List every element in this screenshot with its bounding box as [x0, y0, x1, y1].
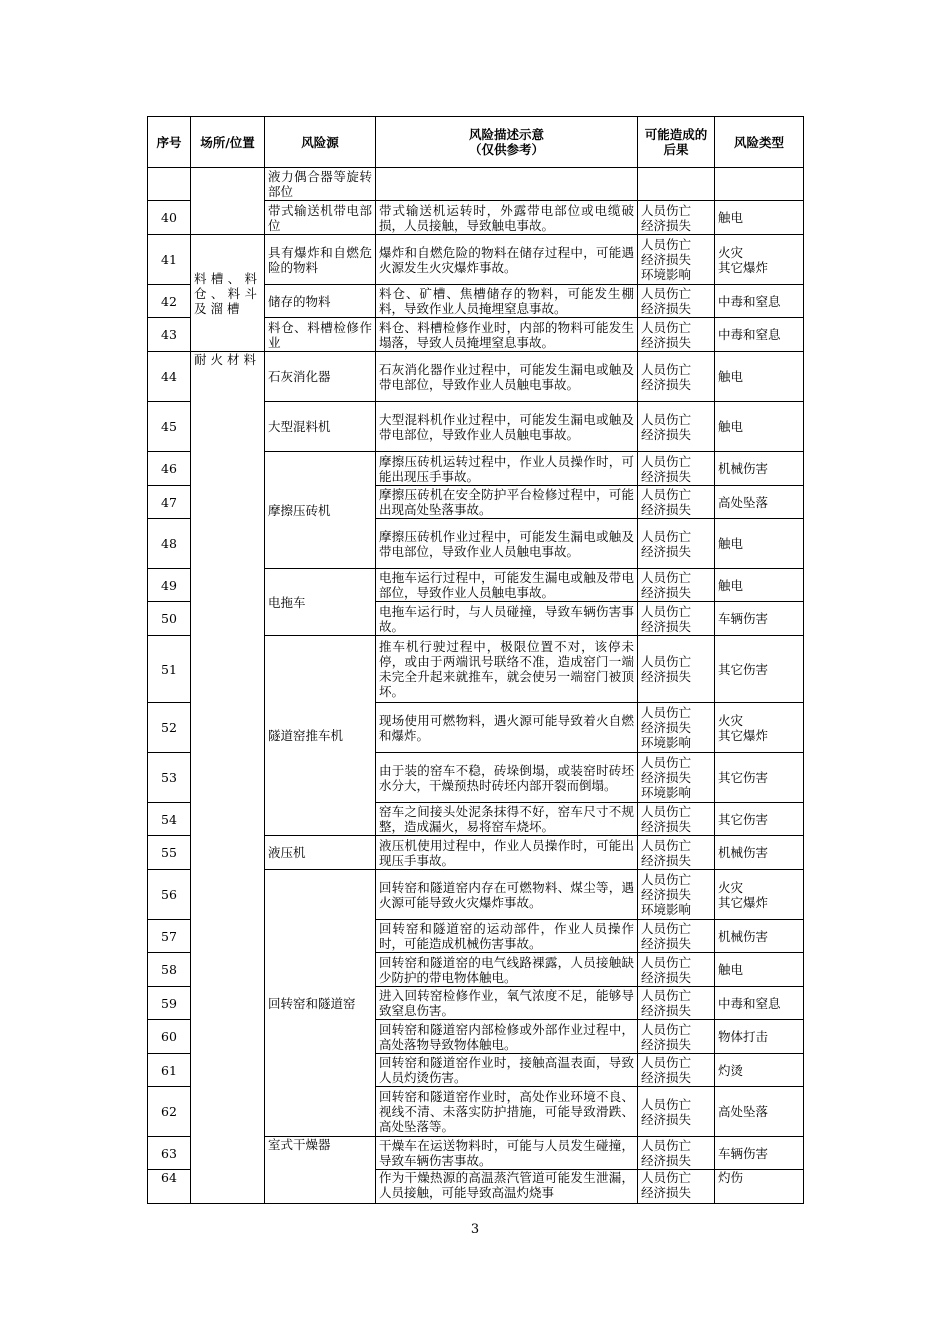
- type-cell: 火灾 其它爆炸: [715, 703, 804, 753]
- desc-cell: 回转窑和隧道窑作业时，接触高温表面，导致人员灼烫伤害。: [376, 1054, 638, 1087]
- row-no: 61: [148, 1054, 191, 1087]
- type-cell: 机械伤害: [715, 920, 804, 953]
- consequence-cell: 人员伤亡 经济损失 环境影响: [638, 235, 715, 285]
- type-cell: 其它伤害: [715, 636, 804, 703]
- row-no: 63: [148, 1137, 191, 1170]
- consequence-cell: 人员伤亡 经济损失: [638, 519, 715, 569]
- row-no: 49: [148, 569, 191, 602]
- row-no: 55: [148, 836, 191, 870]
- consequence-cell: 人员伤亡 经济损失: [638, 318, 715, 352]
- row-no: 64: [148, 1170, 191, 1204]
- row-no: 53: [148, 753, 191, 803]
- desc-cell: 回转窑和隧道窑作业时，高处作业环境不良、视线不清、未落实防护措施，可能导致滑跌、高处坠落等。: [376, 1087, 638, 1137]
- type-cell: 触电: [715, 519, 804, 569]
- consequence-cell: 人员伤亡 经济损失: [638, 1020, 715, 1054]
- source-cell: 带式输送机带电部位: [265, 201, 376, 235]
- consequence-cell: 人员伤亡 经济损失 环境影响: [638, 870, 715, 920]
- source-cell: 隧道窑推车机: [265, 636, 376, 836]
- type-cell: 中毒和窒息: [715, 318, 804, 352]
- row-no: 51: [148, 636, 191, 703]
- type-cell: 机械伤害: [715, 836, 804, 870]
- desc-cell: 电拖车运行时，与人员碰撞，导致车辆伤害事故。: [376, 602, 638, 636]
- desc-cell: 进入回转窑检修作业，氧气浓度不足，能够导致窒息伤害。: [376, 987, 638, 1020]
- desc-cell: 摩擦压砖机作业过程中，可能发生漏电或触及带电部位，导致作业人员触电事故。: [376, 519, 638, 569]
- consequence-cell: 人员伤亡 经济损失: [638, 352, 715, 402]
- source-cell: 室式干燥器: [265, 1137, 376, 1204]
- row-no: 54: [148, 803, 191, 836]
- row-no: 57: [148, 920, 191, 953]
- consequence-cell: 人员伤亡 经济损失: [638, 1170, 715, 1204]
- type-cell: 其它伤害: [715, 753, 804, 803]
- source-cell: 电拖车: [265, 569, 376, 636]
- row-no: 47: [148, 486, 191, 519]
- desc-cell: 回转窑和隧道窑内存在可燃物料、煤尘等，遇火源可能导致火灾爆炸事故。: [376, 870, 638, 920]
- table-row: [148, 352, 804, 402]
- source-cell: 料仓、料槽检修作业: [265, 318, 376, 352]
- row-no: 56: [148, 870, 191, 920]
- consequence-cell: 人员伤亡 经济损失: [638, 1087, 715, 1137]
- desc-cell: [376, 168, 638, 201]
- row-no: 59: [148, 987, 191, 1020]
- desc-cell: 液压机使用过程中，作业人员操作时，可能出现压手事故。: [376, 836, 638, 870]
- place-cell-empty: [191, 168, 265, 235]
- source-cell: 具有爆炸和自燃危险的物料: [265, 235, 376, 285]
- row-no: 52: [148, 703, 191, 753]
- desc-cell: 爆炸和自燃危险的物料在储存过程中，可能遇火源发生火灾爆炸事故。: [376, 235, 638, 285]
- row-no: 60: [148, 1020, 191, 1054]
- type-cell: [715, 168, 804, 201]
- consequence-cell: 人员伤亡 经济损失: [638, 201, 715, 235]
- type-cell: 机械伤害: [715, 452, 804, 486]
- row-no: 41: [148, 235, 191, 285]
- row-no: 43: [148, 318, 191, 352]
- consequence-cell: 人员伤亡 经济损失: [638, 836, 715, 870]
- consequence-cell: 人员伤亡 经济损失: [638, 987, 715, 1020]
- desc-cell: 回转窑和隧道窑的运动部件，作业人员操作时，可能造成机械伤害事故。: [376, 920, 638, 953]
- consequence-cell: 人员伤亡 经济损失: [638, 920, 715, 953]
- desc-cell: 带式输送机运转时，外露带电部位或电缆破损，人员接触，导致触电事故。: [376, 201, 638, 235]
- consequence-cell: 人员伤亡 经济损失: [638, 1054, 715, 1087]
- source-cell: 回转窑和隧道窑: [265, 870, 376, 1137]
- header-desc-note: （仅供参考）: [468, 142, 544, 157]
- type-cell: 触电: [715, 953, 804, 987]
- header-no: 序号: [148, 117, 191, 168]
- source-cell: 摩擦压砖机: [265, 452, 376, 569]
- table-header-row: [148, 117, 804, 168]
- header-place: 场所/位置: [191, 117, 265, 168]
- type-cell: 灼伤: [715, 1170, 804, 1204]
- consequence-cell: [638, 168, 715, 201]
- row-no: 62: [148, 1087, 191, 1137]
- header-consequence: 可能造成的后果: [638, 117, 715, 168]
- row-no: 46: [148, 452, 191, 486]
- type-cell: 高处坠落: [715, 486, 804, 519]
- type-cell: 车辆伤害: [715, 1137, 804, 1170]
- desc-cell: 摩擦压砖机运转过程中，作业人员操作时，可能出现压手事故。: [376, 452, 638, 486]
- desc-cell: 电拖车运行过程中，可能发生漏电或触及带电部位，导致作业人员触电事故。: [376, 569, 638, 602]
- risk-table: [147, 116, 804, 1204]
- consequence-cell: 人员伤亡 经济损失: [638, 569, 715, 602]
- type-cell: 触电: [715, 569, 804, 602]
- header-desc-title: 风险描述示意: [468, 127, 544, 142]
- header-desc: [376, 117, 638, 168]
- consequence-cell: 人员伤亡 经济损失: [638, 402, 715, 452]
- row-no: 44: [148, 352, 191, 402]
- row-no: 40: [148, 201, 191, 235]
- desc-cell: 现场使用可燃物料，遇火源可能导致着火自燃和爆炸。: [376, 703, 638, 753]
- row-no: 50: [148, 602, 191, 636]
- type-cell: 触电: [715, 402, 804, 452]
- header-type: 风险类型: [715, 117, 804, 168]
- consequence-cell: 人员伤亡 经济损失: [638, 1137, 715, 1170]
- place-cell: 耐火材料: [191, 352, 265, 1204]
- consequence-cell: 人员伤亡 经济损失: [638, 636, 715, 703]
- desc-cell: 料仓、矿槽、焦槽储存的物料，可能发生棚料，导致作业人员掩埋窒息事故。: [376, 285, 638, 318]
- row-no: 58: [148, 953, 191, 987]
- consequence-cell: 人员伤亡 经济损失: [638, 602, 715, 636]
- source-cell: 液压机: [265, 836, 376, 870]
- desc-cell: 干燥车在运送物料时，可能与人员发生碰撞，导致车辆伤害事故。: [376, 1137, 638, 1170]
- consequence-cell: 人员伤亡 经济损失: [638, 285, 715, 318]
- consequence-cell: 人员伤亡 经济损失 环境影响: [638, 753, 715, 803]
- desc-cell: 摩擦压砖机在安全防护平台检修过程中，可能出现高处坠落事故。: [376, 486, 638, 519]
- type-cell: 火灾 其它爆炸: [715, 235, 804, 285]
- type-cell: 灼烫: [715, 1054, 804, 1087]
- consequence-cell: 人员伤亡 经济损失: [638, 486, 715, 519]
- consequence-cell: 人员伤亡 经济损失: [638, 803, 715, 836]
- row-no: 42: [148, 285, 191, 318]
- type-cell: 触电: [715, 201, 804, 235]
- row-no: 48: [148, 519, 191, 569]
- row-no: [148, 168, 191, 201]
- desc-cell: 回转窑和隧道窑内部检修或外部作业过程中，高处落物导致物体触电。: [376, 1020, 638, 1054]
- type-cell: 其它伤害: [715, 803, 804, 836]
- place-cell: 料槽、料仓、料斗及溜槽: [191, 235, 265, 352]
- type-cell: 物体打击: [715, 1020, 804, 1054]
- desc-cell: 石灰消化器作业过程中，可能发生漏电或触及带电部位，导致作业人员触电事故。: [376, 352, 638, 402]
- desc-cell: 回转窑和隧道窑的电气线路裸露，人员接触缺少防护的带电物体触电。: [376, 953, 638, 987]
- source-cell: 储存的物料: [265, 285, 376, 318]
- source-cell: 大型混料机: [265, 402, 376, 452]
- desc-cell: 作为干燥热源的高温蒸汽管道可能发生泄漏，人员接触，可能导致高温灼烧事: [376, 1170, 638, 1204]
- source-cell: 石灰消化器: [265, 352, 376, 402]
- type-cell: 中毒和窒息: [715, 285, 804, 318]
- desc-cell: 由于装的窑车不稳，砖垛倒塌，或装窑时砖坯水分大，干燥预热时砖坯内部开裂而倒塌。: [376, 753, 638, 803]
- header-source: 风险源: [265, 117, 376, 168]
- type-cell: 车辆伤害: [715, 602, 804, 636]
- type-cell: 火灾 其它爆炸: [715, 870, 804, 920]
- desc-cell: 窑车之间接头处泥条抹得不好，窑车尺寸不规整，造成漏火，易将窑车烧坏。: [376, 803, 638, 836]
- row-no: 45: [148, 402, 191, 452]
- desc-cell: 大型混料机作业过程中，可能发生漏电或触及带电部位，导致作业人员触电事故。: [376, 402, 638, 452]
- desc-cell: 料仓、料槽检修作业时，内部的物料可能发生塌落，导致人员掩埋窒息事故。: [376, 318, 638, 352]
- consequence-cell: 人员伤亡 经济损失 环境影响: [638, 703, 715, 753]
- type-cell: 中毒和窒息: [715, 987, 804, 1020]
- table-row: [148, 168, 804, 201]
- type-cell: 触电: [715, 352, 804, 402]
- desc-cell: 推车机行驶过程中，极限位置不对，该停未停，或由于两端讯号联络不准，造成窑门一端未完全升起来就推车，就会使另一端窑门被顶坏。: [376, 636, 638, 703]
- page-number: 3: [470, 1222, 480, 1237]
- source-cell: 液力偶合器等旋转部位: [265, 168, 376, 201]
- consequence-cell: 人员伤亡 经济损失: [638, 953, 715, 987]
- table-row: [148, 235, 804, 285]
- consequence-cell: 人员伤亡 经济损失: [638, 452, 715, 486]
- type-cell: 高处坠落: [715, 1087, 804, 1137]
